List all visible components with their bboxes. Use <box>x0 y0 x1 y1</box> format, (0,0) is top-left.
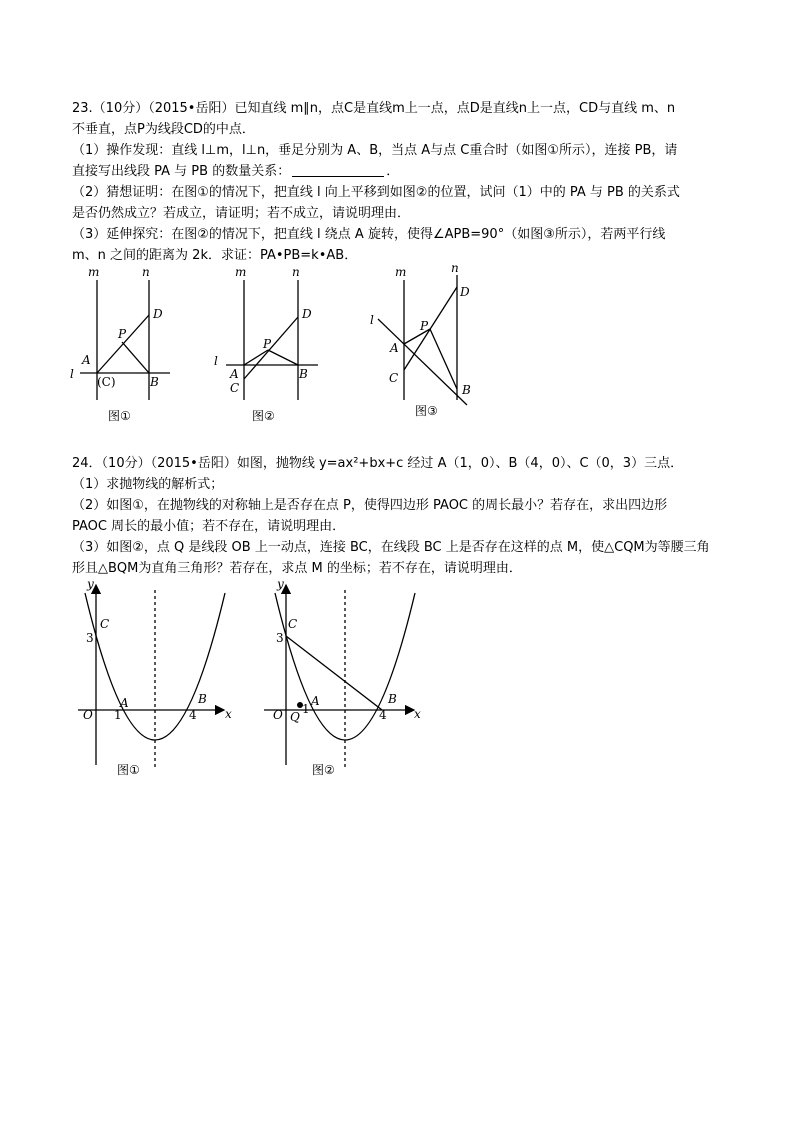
fig24-1-label-c: C <box>100 617 110 631</box>
fig2-label-n: n <box>292 265 300 279</box>
segment-pa <box>244 350 268 365</box>
fig3-label-a: A <box>390 341 399 355</box>
segment-pb <box>122 342 149 373</box>
p24-figure-1 <box>78 585 225 770</box>
p24-part3a: （3）如图②，点 Q 是线段 OB 上一动点，连接 BC，在线段 BC 上是否存在这样的点 M，使△CQM为等腰三角 <box>72 540 710 555</box>
fig2-label-d: D <box>302 307 312 321</box>
p24-part2b: PAOC 周长的最小值；若不存在，请说明理由． <box>72 519 346 534</box>
fig2-label-l: l <box>214 354 218 368</box>
fig24-2-label-q: Q <box>290 710 300 724</box>
fig24-1-label-4: 4 <box>189 708 197 722</box>
fig24-2-label-4: 4 <box>379 708 387 722</box>
p24-part1: （1）求抛物线的解析式； <box>72 477 224 492</box>
fig1-label-a: A <box>82 353 91 367</box>
fig3-label-p: P <box>420 319 429 333</box>
p23-part2b: 是否仍然成立？若成立，请证明；若不成立，请说明理由． <box>72 206 411 221</box>
fig2-label-p: P <box>263 337 272 351</box>
fig1-label-b: B <box>150 375 159 389</box>
fig3-label-l: l <box>370 313 374 327</box>
segment-cd <box>404 287 457 370</box>
fig24-1-label-a: A <box>120 696 129 710</box>
fig24-1-label-o: O <box>83 708 93 722</box>
fig2-caption: 图② <box>252 409 275 423</box>
segment-pb <box>268 350 298 365</box>
p23-part1a: （1）操作发现：直线 l⊥m，l⊥n，垂足分别为 A、B，当点 A与点 C重合时（如图①所示），连接 PB，请 <box>72 143 678 158</box>
fig3-label-m: m <box>395 265 407 279</box>
p23-figure-3 <box>378 275 467 405</box>
p23-line2: 不垂直，点P为线段CD的中点． <box>72 122 255 137</box>
fig3-label-b: B <box>462 383 471 397</box>
fig2-label-a: A <box>230 367 239 381</box>
fig24-1-caption: 图① <box>117 763 140 777</box>
p24-part3b: 形且△BQM为直角三角形？若存在，求点 M 的坐标；若不存在，请说明理由． <box>72 561 522 576</box>
p23-part1b-prefix: 直接写出线段 PA 与 PB 的数量关系： <box>72 164 291 179</box>
fig24-2-caption: 图② <box>312 763 335 777</box>
p24-part2a: （2）如图①，在抛物线的对称轴上是否存在点 P，使得四边形 PAOC 的周长最小？若存在，求出四边形 <box>72 498 668 513</box>
fig24-1-label-3: 3 <box>86 631 94 645</box>
fig2-label-b: B <box>299 367 308 381</box>
fig1-label-d: D <box>153 307 163 321</box>
fig3-caption: 图③ <box>415 404 438 418</box>
p23-part1b-suffix: ． <box>386 164 400 179</box>
p23-part2a: （2）猜想证明：在图①的情况下，把直线 l 向上平移到如图②的位置，试问（1）中的 PA 与 PB 的关系式 <box>72 185 680 200</box>
fig3-label-d: D <box>460 285 470 299</box>
p23-figure-2 <box>226 280 318 400</box>
fig24-2-label-3: 3 <box>276 631 284 645</box>
p23-part3b: m、n 之间的距离为 2k．求证：PA•PB=k•AB． <box>72 248 358 263</box>
fig24-1-label-1: 1 <box>114 708 122 722</box>
fig1-label-c: (C) <box>97 375 116 389</box>
fig24-2-label-c: C <box>288 617 298 631</box>
fig24-2-label-o: O <box>273 708 283 722</box>
fig1-label-m: m <box>88 265 100 279</box>
fig2-label-m: m <box>235 265 247 279</box>
fig2-label-c: C <box>230 381 240 395</box>
fig3-label-c: C <box>389 371 399 385</box>
fig1-label-l: l <box>70 367 74 381</box>
fig24-1-label-b: B <box>198 692 207 706</box>
fig24-2-label-b: B <box>388 692 397 706</box>
fig24-1-label-x: x <box>225 707 232 721</box>
fig1-label-n: n <box>142 265 150 279</box>
p23-header: 23.（10分）（2015•岳阳）已知直线 m∥n，点C是直线m上一点，点D是直线n上一点，CD与直线 m、n <box>72 101 676 116</box>
fig24-2-label-x: x <box>414 707 421 721</box>
p24-figure-2 <box>264 585 415 770</box>
fig24-1-label-y: y <box>87 577 94 591</box>
fig1-label-p: P <box>118 327 127 341</box>
fig1-caption: 图① <box>108 409 131 423</box>
fig24-2-label-y: y <box>277 577 284 591</box>
fig3-label-n: n <box>451 261 459 275</box>
fig24-2-label-a: A <box>311 694 320 708</box>
segment-bc <box>286 636 382 710</box>
p23-part3a: （3）延伸探究：在图②的情况下，把直线 l 绕点 A 旋转，使得∠APB=90°（如图③所示），若两平行线 <box>72 227 666 242</box>
p24-header: 24．（10分）（2015•岳阳）如图，抛物线 y=ax²+bx+c 经过 A（1，0）、B（4，0）、C（0，3）三点． <box>72 456 684 471</box>
segment-pb <box>430 329 457 389</box>
fig24-2-label-1: 1 <box>302 702 310 716</box>
